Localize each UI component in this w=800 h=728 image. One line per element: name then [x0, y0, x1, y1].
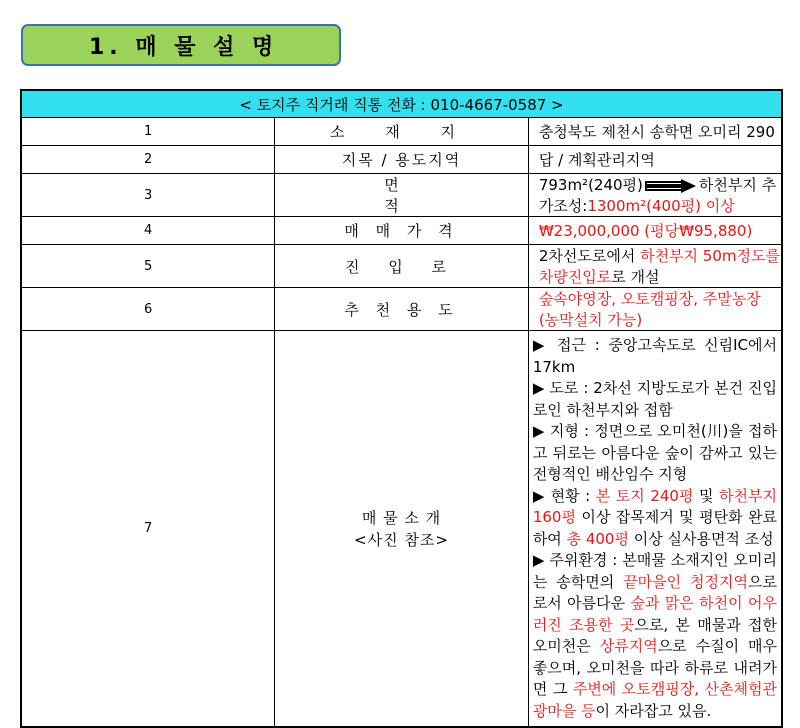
- desc-road: ▶ 도로 : 2차선 지방도로가 본건 진입로인 하천부지와 접함: [532, 379, 777, 419]
- row-value-land-category: 답 / 계획관리지역: [528, 146, 782, 174]
- access-road-highlight: 하천부지 50m정도를 차량진입로: [538, 247, 780, 286]
- table-row: [21, 118, 782, 146]
- area-base: 793m²(240평): [538, 176, 643, 194]
- table-row: [21, 217, 782, 245]
- row-value-recommended-use: 숲속야영장, 오토캠핑장, 주말농장(농막설치 가능): [528, 288, 782, 331]
- row-number: 6: [21, 288, 275, 331]
- table-row: [21, 288, 782, 331]
- section-title-box: [21, 24, 341, 66]
- section-title: 1. 매 물 설 명: [89, 34, 279, 60]
- property-description: [528, 331, 782, 728]
- table-row: [21, 174, 782, 217]
- row-number: 5: [21, 245, 275, 288]
- row-label-introduction: [275, 331, 529, 728]
- row-number: 1: [21, 118, 275, 146]
- row-number: 3: [21, 174, 275, 217]
- desc-status: ▶ 현황 : 본 토지 240평 및 하천부지 160평 이상 잡목제거 및 평탄화 완료하여 총 400평 이상 실사용면적 조성: [532, 486, 777, 548]
- row-value-area: [528, 174, 782, 217]
- row-number: 7: [21, 331, 275, 728]
- table-row: [21, 331, 782, 728]
- desc-terrain: ▶ 지형 : 정면으로 오미천(川)을 접하고 뒤로는 아름다운 숲이 감싸고 있는 전형적인 배산임수 지형: [532, 422, 777, 483]
- row-number: 2: [21, 146, 275, 174]
- area-extra-label: 하천부지 추가조성:: [538, 176, 777, 215]
- row-value-location: 충청북도 제천시 송학면 오미리 290: [528, 118, 782, 146]
- photo-reference-label: <사진 참조>: [354, 530, 449, 549]
- row-number: 4: [21, 217, 275, 245]
- right-arrow-icon: [645, 179, 697, 193]
- property-info-table: [20, 89, 783, 728]
- area-extra-value: 1300m²(400평) 이상: [587, 197, 735, 215]
- row-value-access-road: [528, 245, 782, 288]
- contact-header: < 토지주 직거래 직통 전화 : 010-4667-0587 >: [21, 90, 782, 118]
- access-road-part: 로 개설: [611, 268, 660, 286]
- row-label-access-road: 진 입 로: [275, 245, 529, 288]
- desc-access: ▶ 접근 : 중앙고속도로 신림IC에서 17km: [532, 336, 777, 376]
- contact-header-row: [21, 90, 782, 118]
- row-value-price: ₩23,000,000 (평당₩95,880): [528, 217, 782, 245]
- table-row: [21, 245, 782, 288]
- introduction-label: 매 물 소 개: [361, 508, 442, 527]
- row-label-recommended-use: 추 천 용 도: [275, 288, 529, 331]
- row-label-land-category: 지목 / 용도지역: [275, 146, 529, 174]
- row-label-area: 면 적: [275, 174, 529, 217]
- row-label-location: 소 재 지: [275, 118, 529, 146]
- row-label-price: 매 매 가 격: [275, 217, 529, 245]
- table-row: [21, 146, 782, 174]
- desc-surroundings: ▶ 주위환경 : 본매물 소재지인 오미리는 송학면의 끝마을인 청정지역으로로서 아름다운 숲과 맑은 하천이 어우러진 조용한 곳으로, 본 매물과 접한 오미천은 상류지역으로 수질이 매우 좋으며, 오미천을 따라 하류로 내려가면 그 주변에 오토캠핑장, 산촌체험관광마을 등이 자라잡고 있음.: [532, 551, 777, 720]
- access-road-part: 2차선도로에서: [538, 247, 641, 265]
